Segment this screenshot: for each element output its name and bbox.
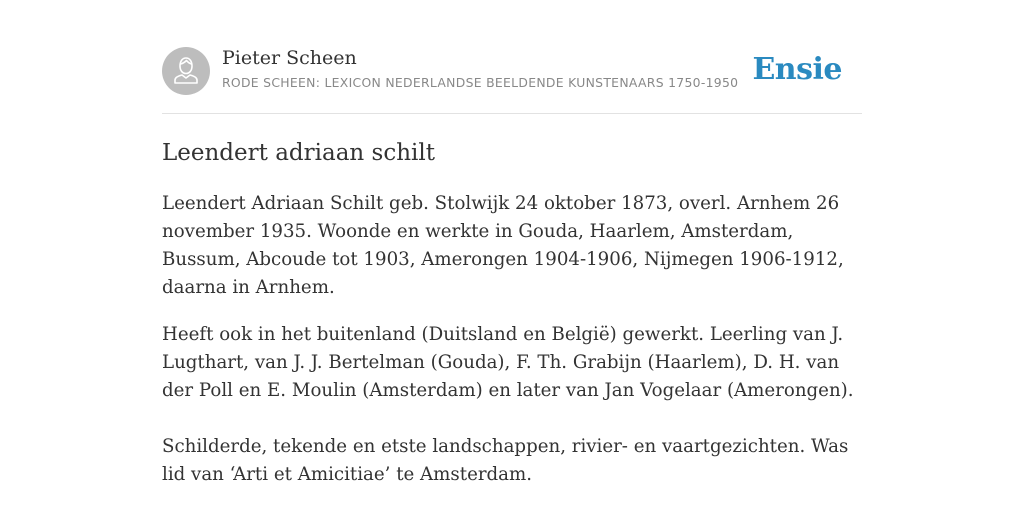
author-avatar[interactable] xyxy=(162,47,210,95)
article-body xyxy=(162,190,872,489)
article-paragraph: Leendert Adriaan Schilt geb. Stolwijk 24 oktober 1873, overl. Arnhem 26 november 1935. Woonde en werkte in Gouda, Haarlem, Amsterdam, Bussum, Abcoude tot 1903, Amerongen 1904-1906, Nijmegen 1906-1912, daarna in Arnhem. xyxy=(162,193,844,298)
article-paragraph: Schilderde, tekende en etste landschappen, rivier- en vaartgezichten. Was lid van ‘Arti et Amicitiae’ te Amsterdam. xyxy=(162,436,849,485)
article-header xyxy=(162,46,862,96)
article-title: Leendert adriaan schilt xyxy=(162,140,435,166)
header-divider xyxy=(162,113,862,114)
user-icon xyxy=(162,47,210,95)
source-title[interactable]: RODE SCHEEN: LEXICON NEDERLANDSE BEELDENDE KUNSTENAARS 1750-1950 xyxy=(222,75,739,90)
author-name[interactable]: Pieter Scheen xyxy=(222,47,357,69)
ensie-logo[interactable]: Ensie xyxy=(752,52,842,87)
article-paragraph: Heeft ook in het buitenland (Duitsland en België) gewerkt. Leerling van J. Lugthart, van J. J. Bertelman (Gouda), F. Th. Grabijn (Haarlem), D. H. van der Poll en E. Moulin (Amsterdam) en later van Jan Vogelaar (Amerongen). xyxy=(162,324,854,401)
